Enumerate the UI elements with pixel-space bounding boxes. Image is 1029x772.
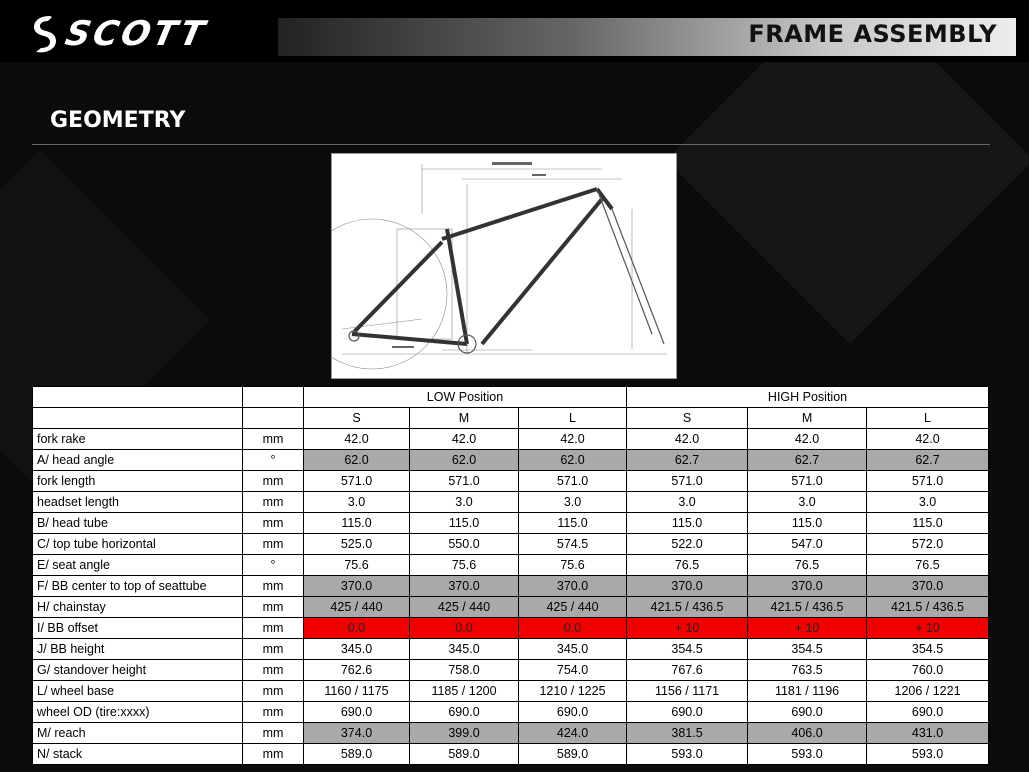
value-cell: 3.0: [519, 492, 627, 513]
row-unit: mm: [243, 639, 304, 660]
value-cell: 0.0: [304, 618, 410, 639]
value-cell: 571.0: [410, 471, 519, 492]
value-cell: 370.0: [410, 576, 519, 597]
value-cell: 42.0: [867, 429, 989, 450]
value-cell: 370.0: [304, 576, 410, 597]
value-cell: 354.5: [627, 639, 748, 660]
empty-cell: [243, 408, 304, 429]
value-cell: 370.0: [867, 576, 989, 597]
value-cell: 3.0: [867, 492, 989, 513]
size-header: L: [867, 408, 989, 429]
row-label: wheel OD (tire:xxxx): [33, 702, 243, 723]
empty-cell: [33, 387, 243, 408]
value-cell: 760.0: [867, 660, 989, 681]
value-cell: 354.5: [748, 639, 867, 660]
value-cell: 571.0: [304, 471, 410, 492]
value-cell: 115.0: [867, 513, 989, 534]
value-cell: 425 / 440: [519, 597, 627, 618]
value-cell: 593.0: [748, 744, 867, 765]
table-row: [33, 618, 989, 639]
brand-name: SCOTT: [61, 14, 211, 54]
value-cell: 589.0: [304, 744, 410, 765]
value-cell: 3.0: [410, 492, 519, 513]
value-cell: 42.0: [627, 429, 748, 450]
value-cell: 522.0: [627, 534, 748, 555]
value-cell: 42.0: [410, 429, 519, 450]
table-row: [33, 492, 989, 513]
bike-frame-icon: [332, 154, 676, 378]
value-cell: 421.5 / 436.5: [627, 597, 748, 618]
value-cell: 0.0: [519, 618, 627, 639]
table-row: [33, 744, 989, 765]
geometry-table-body: [33, 429, 989, 765]
row-label: M/ reach: [33, 723, 243, 744]
value-cell: + 10: [867, 618, 989, 639]
value-cell: 115.0: [304, 513, 410, 534]
value-cell: 115.0: [410, 513, 519, 534]
value-cell: 421.5 / 436.5: [867, 597, 989, 618]
value-cell: 762.6: [304, 660, 410, 681]
section-divider: [32, 144, 990, 145]
row-label: G/ standover height: [33, 660, 243, 681]
value-cell: 572.0: [867, 534, 989, 555]
row-label: H/ chainstay: [33, 597, 243, 618]
value-cell: 425 / 440: [304, 597, 410, 618]
value-cell: 593.0: [627, 744, 748, 765]
row-label: C/ top tube horizontal: [33, 534, 243, 555]
row-unit: mm: [243, 492, 304, 513]
row-label: F/ BB center to top of seattube: [33, 576, 243, 597]
row-label: N/ stack: [33, 744, 243, 765]
row-unit: mm: [243, 660, 304, 681]
value-cell: 690.0: [867, 702, 989, 723]
table-row: [33, 723, 989, 744]
group-header-high: HIGH Position: [627, 387, 989, 408]
value-cell: 571.0: [867, 471, 989, 492]
value-cell: 690.0: [304, 702, 410, 723]
table-row: [33, 576, 989, 597]
value-cell: 406.0: [748, 723, 867, 744]
table-group-header-row: [33, 387, 989, 408]
row-label: J/ BB height: [33, 639, 243, 660]
row-unit: mm: [243, 597, 304, 618]
table-row: [33, 471, 989, 492]
value-cell: 62.0: [410, 450, 519, 471]
value-cell: 381.5: [627, 723, 748, 744]
value-cell: 76.5: [627, 555, 748, 576]
value-cell: 42.0: [304, 429, 410, 450]
value-cell: 354.5: [867, 639, 989, 660]
value-cell: 767.6: [627, 660, 748, 681]
value-cell: 76.5: [748, 555, 867, 576]
row-label: B/ head tube: [33, 513, 243, 534]
value-cell: 1206 / 1221: [867, 681, 989, 702]
value-cell: 3.0: [304, 492, 410, 513]
page-title: FRAME ASSEMBLY: [748, 20, 997, 48]
value-cell: 62.7: [748, 450, 867, 471]
value-cell: 62.0: [304, 450, 410, 471]
value-cell: 550.0: [410, 534, 519, 555]
value-cell: 3.0: [748, 492, 867, 513]
table-row: [33, 534, 989, 555]
scott-logo-icon: [30, 14, 60, 54]
row-label: A/ head angle: [33, 450, 243, 471]
value-cell: 1210 / 1225: [519, 681, 627, 702]
value-cell: 431.0: [867, 723, 989, 744]
row-unit: mm: [243, 429, 304, 450]
value-cell: + 10: [627, 618, 748, 639]
value-cell: 42.0: [748, 429, 867, 450]
table-row: [33, 555, 989, 576]
brand-logo[interactable]: [30, 14, 211, 54]
table-row: [33, 429, 989, 450]
value-cell: 399.0: [410, 723, 519, 744]
size-header: M: [410, 408, 519, 429]
value-cell: 0.0: [410, 618, 519, 639]
empty-cell: [33, 408, 243, 429]
value-cell: 571.0: [627, 471, 748, 492]
value-cell: 75.6: [410, 555, 519, 576]
row-unit: mm: [243, 534, 304, 555]
value-cell: 1181 / 1196: [748, 681, 867, 702]
empty-cell: [243, 387, 304, 408]
value-cell: 3.0: [627, 492, 748, 513]
value-cell: 690.0: [748, 702, 867, 723]
table-row: [33, 450, 989, 471]
value-cell: 115.0: [519, 513, 627, 534]
value-cell: 42.0: [519, 429, 627, 450]
geometry-table: [32, 386, 989, 765]
row-unit: mm: [243, 513, 304, 534]
row-unit: mm: [243, 723, 304, 744]
value-cell: 525.0: [304, 534, 410, 555]
value-cell: 370.0: [748, 576, 867, 597]
row-unit: °: [243, 555, 304, 576]
value-cell: 571.0: [519, 471, 627, 492]
value-cell: 571.0: [748, 471, 867, 492]
row-label: fork rake: [33, 429, 243, 450]
value-cell: 345.0: [519, 639, 627, 660]
row-unit: mm: [243, 744, 304, 765]
table-row: [33, 639, 989, 660]
frame-geometry-drawing: [331, 153, 677, 379]
value-cell: 424.0: [519, 723, 627, 744]
row-unit: mm: [243, 618, 304, 639]
value-cell: 345.0: [304, 639, 410, 660]
value-cell: 62.0: [519, 450, 627, 471]
value-cell: 421.5 / 436.5: [748, 597, 867, 618]
value-cell: 1185 / 1200: [410, 681, 519, 702]
size-header: S: [627, 408, 748, 429]
row-label: L/ wheel base: [33, 681, 243, 702]
row-label: fork length: [33, 471, 243, 492]
value-cell: 547.0: [748, 534, 867, 555]
value-cell: 1156 / 1171: [627, 681, 748, 702]
row-label: E/ seat angle: [33, 555, 243, 576]
value-cell: 115.0: [627, 513, 748, 534]
value-cell: 370.0: [519, 576, 627, 597]
value-cell: 62.7: [627, 450, 748, 471]
value-cell: 425 / 440: [410, 597, 519, 618]
header-bar: [0, 0, 1029, 62]
value-cell: 758.0: [410, 660, 519, 681]
value-cell: 574.5: [519, 534, 627, 555]
section-title: GEOMETRY: [50, 108, 186, 133]
value-cell: 754.0: [519, 660, 627, 681]
value-cell: 690.0: [410, 702, 519, 723]
row-unit: °: [243, 450, 304, 471]
value-cell: 690.0: [627, 702, 748, 723]
table-row: [33, 702, 989, 723]
size-header: S: [304, 408, 410, 429]
value-cell: 690.0: [519, 702, 627, 723]
value-cell: 763.5: [748, 660, 867, 681]
row-unit: mm: [243, 681, 304, 702]
value-cell: 75.6: [304, 555, 410, 576]
value-cell: + 10: [748, 618, 867, 639]
value-cell: 589.0: [519, 744, 627, 765]
value-cell: 374.0: [304, 723, 410, 744]
row-label: I/ BB offset: [33, 618, 243, 639]
value-cell: 1160 / 1175: [304, 681, 410, 702]
table-row: [33, 681, 989, 702]
table-row: [33, 513, 989, 534]
value-cell: 75.6: [519, 555, 627, 576]
row-unit: mm: [243, 702, 304, 723]
table-size-header-row: [33, 408, 989, 429]
table-row: [33, 597, 989, 618]
table-row: [33, 660, 989, 681]
value-cell: 345.0: [410, 639, 519, 660]
value-cell: 115.0: [748, 513, 867, 534]
row-label: headset length: [33, 492, 243, 513]
row-unit: mm: [243, 471, 304, 492]
size-header: M: [748, 408, 867, 429]
value-cell: 76.5: [867, 555, 989, 576]
row-unit: mm: [243, 576, 304, 597]
value-cell: 370.0: [627, 576, 748, 597]
value-cell: 589.0: [410, 744, 519, 765]
group-header-low: LOW Position: [304, 387, 627, 408]
value-cell: 593.0: [867, 744, 989, 765]
size-header: L: [519, 408, 627, 429]
value-cell: 62.7: [867, 450, 989, 471]
